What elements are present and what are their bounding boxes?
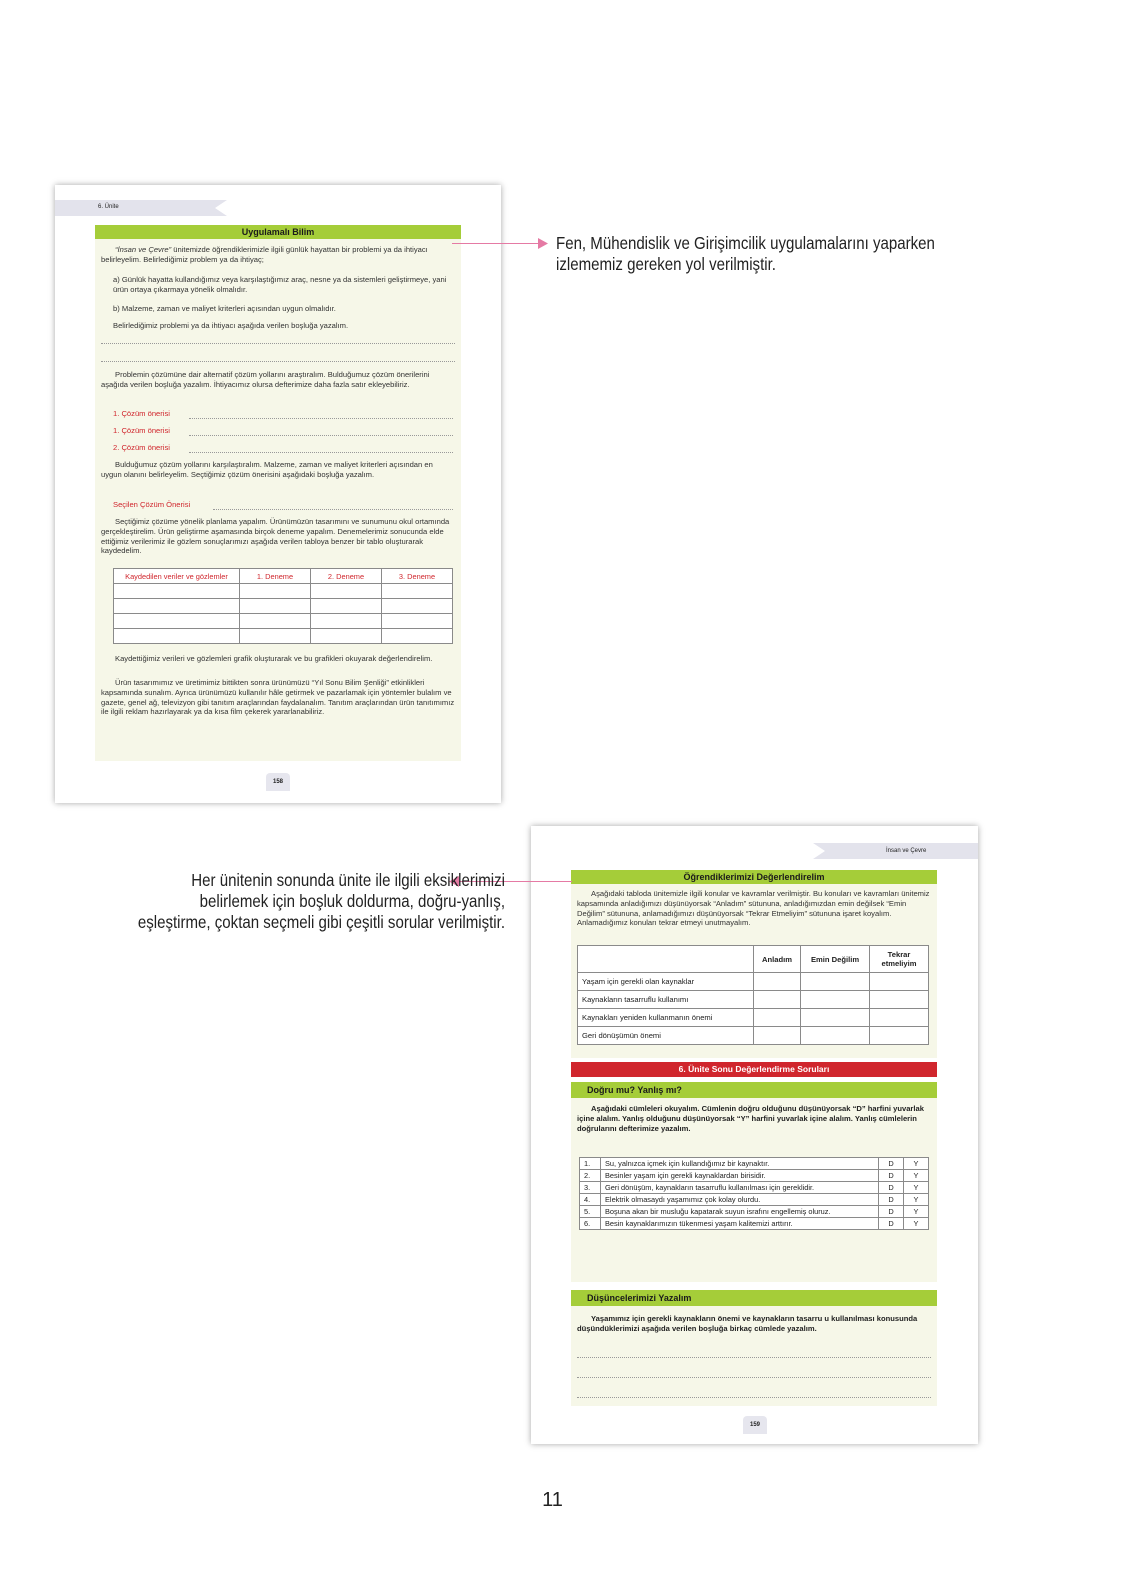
true-false-table	[579, 1157, 929, 1230]
false-option[interactable]: Y	[904, 1170, 929, 1182]
table-row: 5. Boşuna akan bir musluğu kapatarak suyun israfını engellemiş oluruz. D Y	[580, 1206, 929, 1218]
table-header: Tekrar etmeliyim	[870, 946, 929, 973]
book-page-159	[531, 826, 978, 1444]
unit-tab: İnsan ve Çevre	[886, 848, 927, 854]
graph-paragraph: Kaydettiğimiz verileri ve gözlemleri grafik oluşturarak ve bu grafikleri okuyarak değerlendirelim.	[115, 654, 433, 663]
answer-line[interactable]	[101, 361, 455, 362]
evaluation-table	[577, 945, 929, 1045]
table-row: 3. Geri dönüşüm, kaynakların tasarruflu kullanılması için gereklidir. D Y	[580, 1182, 929, 1194]
observations-table	[113, 568, 453, 644]
true-false-panel	[571, 1082, 937, 1282]
selected-solution-label: Seçilen Çözüm Önerisi	[113, 500, 191, 509]
table-row[interactable]: Yaşam için gerekli olan kaynaklar	[578, 973, 929, 991]
evaluation-panel	[571, 870, 937, 1058]
table-header: Anladım	[754, 946, 801, 973]
table-header: 2. Deneme	[311, 569, 382, 584]
book-page-158	[55, 185, 501, 803]
solution-label-1: 1. Çözüm önerisi	[113, 409, 170, 418]
callout-top-text: Fen, Mühendislik ve Girişimcilik uygulamalarını yaparken izlememiz gereken yol verilmiştir.	[556, 233, 935, 274]
document-page-number: 11	[542, 1489, 563, 1511]
evaluation-title: Öğrendiklerimizi Değerlendirelim	[571, 870, 937, 884]
table-row[interactable]	[114, 599, 453, 614]
write-problem-text: Belirlediğimiz problemi ya da ihtiyacı aşağıda verilen boşluğa yazalım.	[113, 321, 349, 330]
answer-line[interactable]	[577, 1377, 931, 1378]
answer-line[interactable]	[577, 1397, 931, 1398]
solution-label-2: 1. Çözüm önerisi	[113, 426, 170, 435]
table-row[interactable]: Geri dönüşümün önemi	[578, 1027, 929, 1045]
true-option[interactable]: D	[879, 1194, 904, 1206]
callout-line-top	[452, 243, 540, 244]
table-header: Kaydedilen veriler ve gözlemler	[114, 569, 240, 584]
final-paragraph: Ürün tasarımımız ve üretimimiz bittikten sonra ürünümüzü “Yıl Sonu Bilim Şenliği” etkinlikleri kapsamında sunalım. Ayrıca ürünümüzü kullanılır hâle getirmek ve pazarlamak için yöntemler bulalım ve gazete, genel ağ, televizyon gibi tanıtım araçlarından faydalanalım. Tanıtım araçlarından ürün tanıtımımız ile ilgili reklam hazırlayarak ya da kısa film çekerek yararlanabiliriz.	[101, 678, 455, 717]
applied-science-panel	[95, 225, 461, 761]
true-false-intro: Aşağıdaki cümleleri okuyalım. Cümlenin doğru olduğunu düşünüyorsak “D” harfini yuvarlak içine alalım. Yanlış olduğunu düşünüyorsak “Y” harfini yuvarlak içine alalım. Yanlış cümlelerin doğrularını defterimize yazalım.	[577, 1104, 924, 1133]
true-option[interactable]: D	[879, 1206, 904, 1218]
true-option[interactable]: D	[879, 1158, 904, 1170]
table-row: 1. Su, yalnızca içmek için kullandığımız bir kaynaktır. D Y	[580, 1158, 929, 1170]
write-thoughts-panel	[571, 1290, 937, 1406]
table-header: Emin Değilim	[801, 946, 870, 973]
compare-paragraph: Bulduğumuz çözüm yollarını karşılaştıralım. Malzeme, zaman ve maliyet kriterleri açısından en uygun olanını belirleyelim. Seçtiğimiz çözüm önerisini aşağıdaki boşluğa yazalım.	[101, 460, 433, 479]
planning-paragraph: Seçtiğimiz çözüme yönelik planlama yapalım. Ürünümüzün tasarımını ve sunumunu okul ortamında gerçekleştirelim. Ürün geliştirme aşamasında birçok deneme yapalım. Denemelerimiz sonucunda elde ettiğimiz verilerimiz ile gözlem sonuçlarımızı aşağıda verilen tabloya benzer bir tablo oluşturarak kaydedelim.	[101, 517, 450, 556]
answer-line[interactable]	[101, 343, 455, 344]
answer-line[interactable]	[577, 1357, 931, 1358]
false-option[interactable]: Y	[904, 1218, 929, 1230]
applied-science-title: Uygulamalı Bilim	[95, 225, 461, 239]
page-number: 158	[266, 773, 290, 791]
unit-end-questions-title: 6. Ünite Sonu Değerlendirme Soruları	[571, 1062, 937, 1077]
unit-tab: 6. Ünite	[98, 204, 119, 210]
table-row[interactable]: Kaynakların tasarruflu kullanımı	[578, 991, 929, 1009]
answer-line[interactable]	[189, 418, 453, 419]
table-header: 3. Deneme	[382, 569, 453, 584]
table-row: 4. Elektrik olmasaydı yaşamımız çok kolay olurdu. D Y	[580, 1194, 929, 1206]
table-header-row	[114, 569, 453, 584]
callout-bottom-text: Her ünitenin sonunda ünite ile ilgili eksiklerimizi belirlemek için boşluk doldurma, doğru-yanlış, eşleştirme, çoktan seçmeli gibi çeşitli sorular verilmiştir.	[137, 870, 506, 932]
true-false-title: Doğru mu? Yanlış mı?	[571, 1082, 937, 1098]
table-row[interactable]	[114, 614, 453, 629]
page-number: 159	[743, 1416, 767, 1434]
true-option[interactable]: D	[879, 1218, 904, 1230]
answer-line[interactable]	[213, 509, 453, 510]
true-option[interactable]: D	[879, 1170, 904, 1182]
evaluation-intro: Aşağıdaki tabloda ünitemizle ilgili konular ve kavramlar verilmiştir. Bu konuları ve kavramları ünitemiz kapsamında anladığımızı düşünüyorsak “Anladım” sütununa, anladığımızdan emin değilsek “Emin Değilim” sütununa, anlamadığımızı düşünüyorsak “Tekrar Etmeliyim” sütununa işaret koyalım. Anlamadığımız konuları tekrar etmeyi unutmayalım.	[577, 889, 930, 928]
write-thoughts-text: Yaşamımız için gerekli kaynakların önemi ve kaynakların tasarru u kullanılması konusunda düşündüklerimizi aşağıda verilen boşluğa birkaç cümlede yazalım.	[577, 1314, 918, 1333]
false-option[interactable]: Y	[904, 1182, 929, 1194]
false-option[interactable]: Y	[904, 1206, 929, 1218]
arrow-right-icon	[538, 238, 548, 249]
table-row: 6. Besin kaynaklarımızın tükenmesi yaşam kalitemizi arttırır. D Y	[580, 1218, 929, 1230]
table-header-row	[578, 946, 929, 973]
alternatives-paragraph: Problemin çözümüne dair alternatif çözüm yollarını araştıralım. Bulduğumuz çözüm önerilerini aşağıda verilen boşluğa yazalım. İhtiyacımız olursa defterimize daha fazla satır ekleyebiliriz.	[101, 370, 430, 389]
answer-line[interactable]	[189, 435, 453, 436]
intro-paragraph: “İnsan ve Çevre” ünitemizde öğrendiklerimizle ilgili günlük hayattan bir problemi ya da ihtiyacı belirleyelim. Belirlediğimiz problem ya da ihtiyaç;	[101, 245, 428, 264]
unit-tab-shape	[55, 200, 227, 216]
table-row: 2. Besinler yaşam için gerekli kaynaklardan birisidir. D Y	[580, 1170, 929, 1182]
solution-label-3: 2. Çözüm önerisi	[113, 443, 170, 452]
table-row[interactable]	[114, 584, 453, 599]
false-option[interactable]: Y	[904, 1158, 929, 1170]
write-thoughts-title: Düşüncelerimizi Yazalım	[571, 1290, 937, 1306]
true-option[interactable]: D	[879, 1182, 904, 1194]
table-row[interactable]: Kaynakları yeniden kullanmanın önemi	[578, 1009, 929, 1027]
table-row[interactable]	[114, 629, 453, 644]
item-b: b) Malzeme, zaman ve maliyet kriterleri açısından uygun olmalıdır.	[113, 304, 336, 313]
answer-line[interactable]	[189, 452, 453, 453]
false-option[interactable]: Y	[904, 1194, 929, 1206]
table-header: 1. Deneme	[240, 569, 311, 584]
item-a: a) Günlük hayatta kullandığımız veya karşılaştığımız araç, nesne ya da sistemleri geliştirmeye, yani ürün ortaya çıkarmaya yönelik olmalıdır.	[113, 275, 447, 294]
